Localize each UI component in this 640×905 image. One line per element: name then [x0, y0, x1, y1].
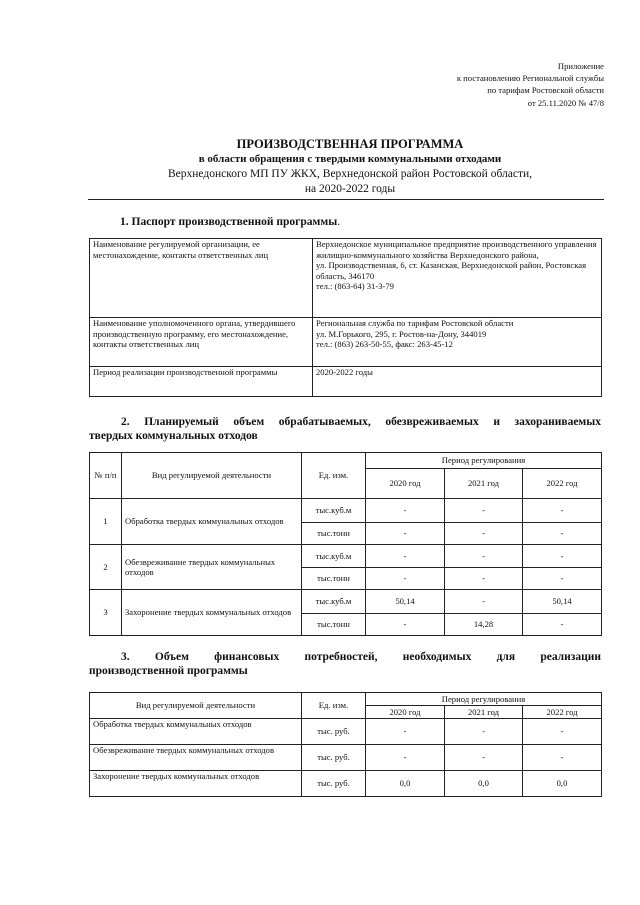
finance-table — [89, 692, 602, 797]
value-line: тел.: (863-64) 31-3-79 — [316, 281, 394, 291]
value-line: Верхнедонское муниципальное предприятие производственного управления жилищно-коммунального хозяйства Верхнедонского района, — [316, 239, 597, 260]
title-line: на 2020-2022 годы — [304, 183, 396, 195]
value-line: ул. Производственная, 6, ст. Казанская, Верхнедонской район, Ростовская область, 346170 — [316, 260, 587, 281]
row-unit: тыс.тонн — [302, 523, 366, 545]
column-header-year: 2022 год — [523, 706, 602, 719]
section3-heading-line: 3. Объем финансовых потребностей, необходимых для реализации — [121, 651, 601, 663]
appendix-line: к постановлению Региональной службы — [456, 73, 604, 84]
passport-value — [313, 318, 602, 367]
table-row — [90, 590, 602, 614]
column-header-num: № п/п — [90, 453, 122, 499]
passport-value — [313, 367, 602, 397]
column-header-year: 2021 год — [445, 706, 523, 719]
row-num: 1 — [90, 499, 122, 545]
appendix-line: от 25.11.2020 № 47/8 — [527, 97, 604, 108]
cell-value: - — [445, 719, 523, 745]
section1-heading-text: 1. Паспорт производственной программы — [120, 216, 338, 228]
passport-table — [89, 238, 602, 397]
cell-value: - — [523, 614, 602, 636]
cell-value: - — [366, 719, 445, 745]
row-activity: Обработка твердых коммунальных отходов — [122, 499, 302, 545]
column-header-year: 2021 год — [445, 469, 523, 499]
cell-value: - — [366, 499, 445, 523]
title-line: Верхнедонского МП ПУ ЖКХ, Верхнедонской район Ростовской области, — [167, 168, 533, 180]
cell-value: - — [366, 614, 445, 636]
cell-value: - — [523, 545, 602, 568]
value-line: 2020-2022 годы — [316, 367, 373, 377]
cell-value: 50,14 — [523, 590, 602, 614]
table-row — [90, 545, 602, 568]
cell-value: - — [445, 545, 523, 568]
column-header-year: 2020 год — [366, 469, 445, 499]
passport-value — [313, 239, 602, 318]
cell-value: - — [523, 745, 602, 771]
table-header-row — [90, 453, 602, 469]
table-header-row — [90, 693, 602, 706]
title-line: в области обращения с твердыми коммунальными отходами — [198, 153, 502, 165]
value-line: Региональная служба по тарифам Ростовской области — [316, 318, 514, 328]
table-row — [90, 239, 602, 318]
cell-value: - — [445, 568, 523, 590]
cell-value: - — [445, 523, 523, 545]
appendix-note — [457, 60, 604, 109]
section2-heading-line: 2. Планируемый объем обрабатываемых, обезвреживаемых и захораниваемых — [121, 416, 601, 428]
cell-value: - — [445, 745, 523, 771]
appendix-line: по тарифам Ростовской области — [487, 85, 604, 96]
section2-heading — [89, 415, 601, 443]
passport-label: Период реализации производственной программы — [90, 367, 313, 397]
row-activity: Обезвреживание твердых коммунальных отходов — [90, 745, 302, 771]
cell-value: - — [523, 719, 602, 745]
row-unit: тыс.куб.м — [302, 590, 366, 614]
row-num: 3 — [90, 590, 122, 636]
table-row — [90, 499, 602, 523]
cell-value: 14,28 — [445, 614, 523, 636]
cell-value: - — [445, 590, 523, 614]
cell-value: - — [523, 499, 602, 523]
cell-value: 0,0 — [445, 771, 523, 797]
section1-heading — [120, 215, 340, 229]
volume-table — [89, 452, 602, 636]
row-activity: Обезвреживание твердых коммунальных отходов — [122, 545, 302, 590]
row-activity: Захоронение твердых коммунальных отходов — [122, 590, 302, 636]
section2-heading-line: твердых коммунальных отходов — [89, 430, 258, 442]
column-header-activity: Вид регулируемой деятельности — [122, 453, 302, 499]
cell-value: - — [366, 568, 445, 590]
table-row — [90, 771, 602, 797]
table-row — [90, 745, 602, 771]
row-unit: тыс.тонн — [302, 568, 366, 590]
section3-heading — [89, 650, 601, 678]
row-unit: тыс. руб. — [302, 745, 366, 771]
cell-value: - — [523, 523, 602, 545]
cell-value: - — [445, 499, 523, 523]
row-unit: тыс.куб.м — [302, 545, 366, 568]
cell-value: 0,0 — [366, 771, 445, 797]
row-activity: Захоронение твердых коммунальных отходов — [90, 771, 302, 797]
table-row — [90, 318, 602, 367]
column-header-unit: Ед. изм. — [302, 693, 366, 719]
cell-value: 50,14 — [366, 590, 445, 614]
cell-value: - — [366, 523, 445, 545]
column-header-year: 2022 год — [523, 469, 602, 499]
passport-label: Наименование уполномоченного органа, утвердившего производственную программу, его местонахождение, контакты ответственных лиц — [90, 318, 313, 367]
appendix-line: Приложение — [557, 61, 604, 71]
column-header-period: Период регулирования — [366, 693, 602, 706]
row-unit: тыс. руб. — [302, 719, 366, 745]
row-unit: тыс.куб.м — [302, 499, 366, 523]
column-header-year: 2020 год — [366, 706, 445, 719]
title-line: ПРОИЗВОДСТВЕННАЯ ПРОГРАММА — [236, 137, 464, 151]
cell-value: - — [366, 545, 445, 568]
value-line: тел.: (863) 263-50-55, факс: 263-45-12 — [316, 339, 453, 349]
row-activity: Обработка твердых коммунальных отходов — [90, 719, 302, 745]
row-num: 2 — [90, 545, 122, 590]
column-header-unit: Ед. изм. — [302, 453, 366, 499]
cell-value: - — [523, 568, 602, 590]
title-divider — [88, 199, 604, 200]
passport-label: Наименование регулируемой организации, ее местонахождение, контакты ответственных лиц — [90, 239, 313, 318]
column-header-period: Период регулирования — [366, 453, 602, 469]
section1-heading-dot: . — [337, 216, 341, 228]
row-unit: тыс. руб. — [302, 771, 366, 797]
table-row — [90, 367, 602, 397]
section3-heading-line: производственной программы — [89, 665, 248, 677]
row-unit: тыс.тонн — [302, 614, 366, 636]
document-title — [80, 137, 620, 197]
value-line: ул. М.Горького, 295, г. Ростов-на-Дону, 344019 — [316, 328, 487, 339]
column-header-activity: Вид регулируемой деятельности — [90, 693, 302, 719]
table-row — [90, 719, 602, 745]
cell-value: - — [366, 745, 445, 771]
cell-value: 0,0 — [523, 771, 602, 797]
